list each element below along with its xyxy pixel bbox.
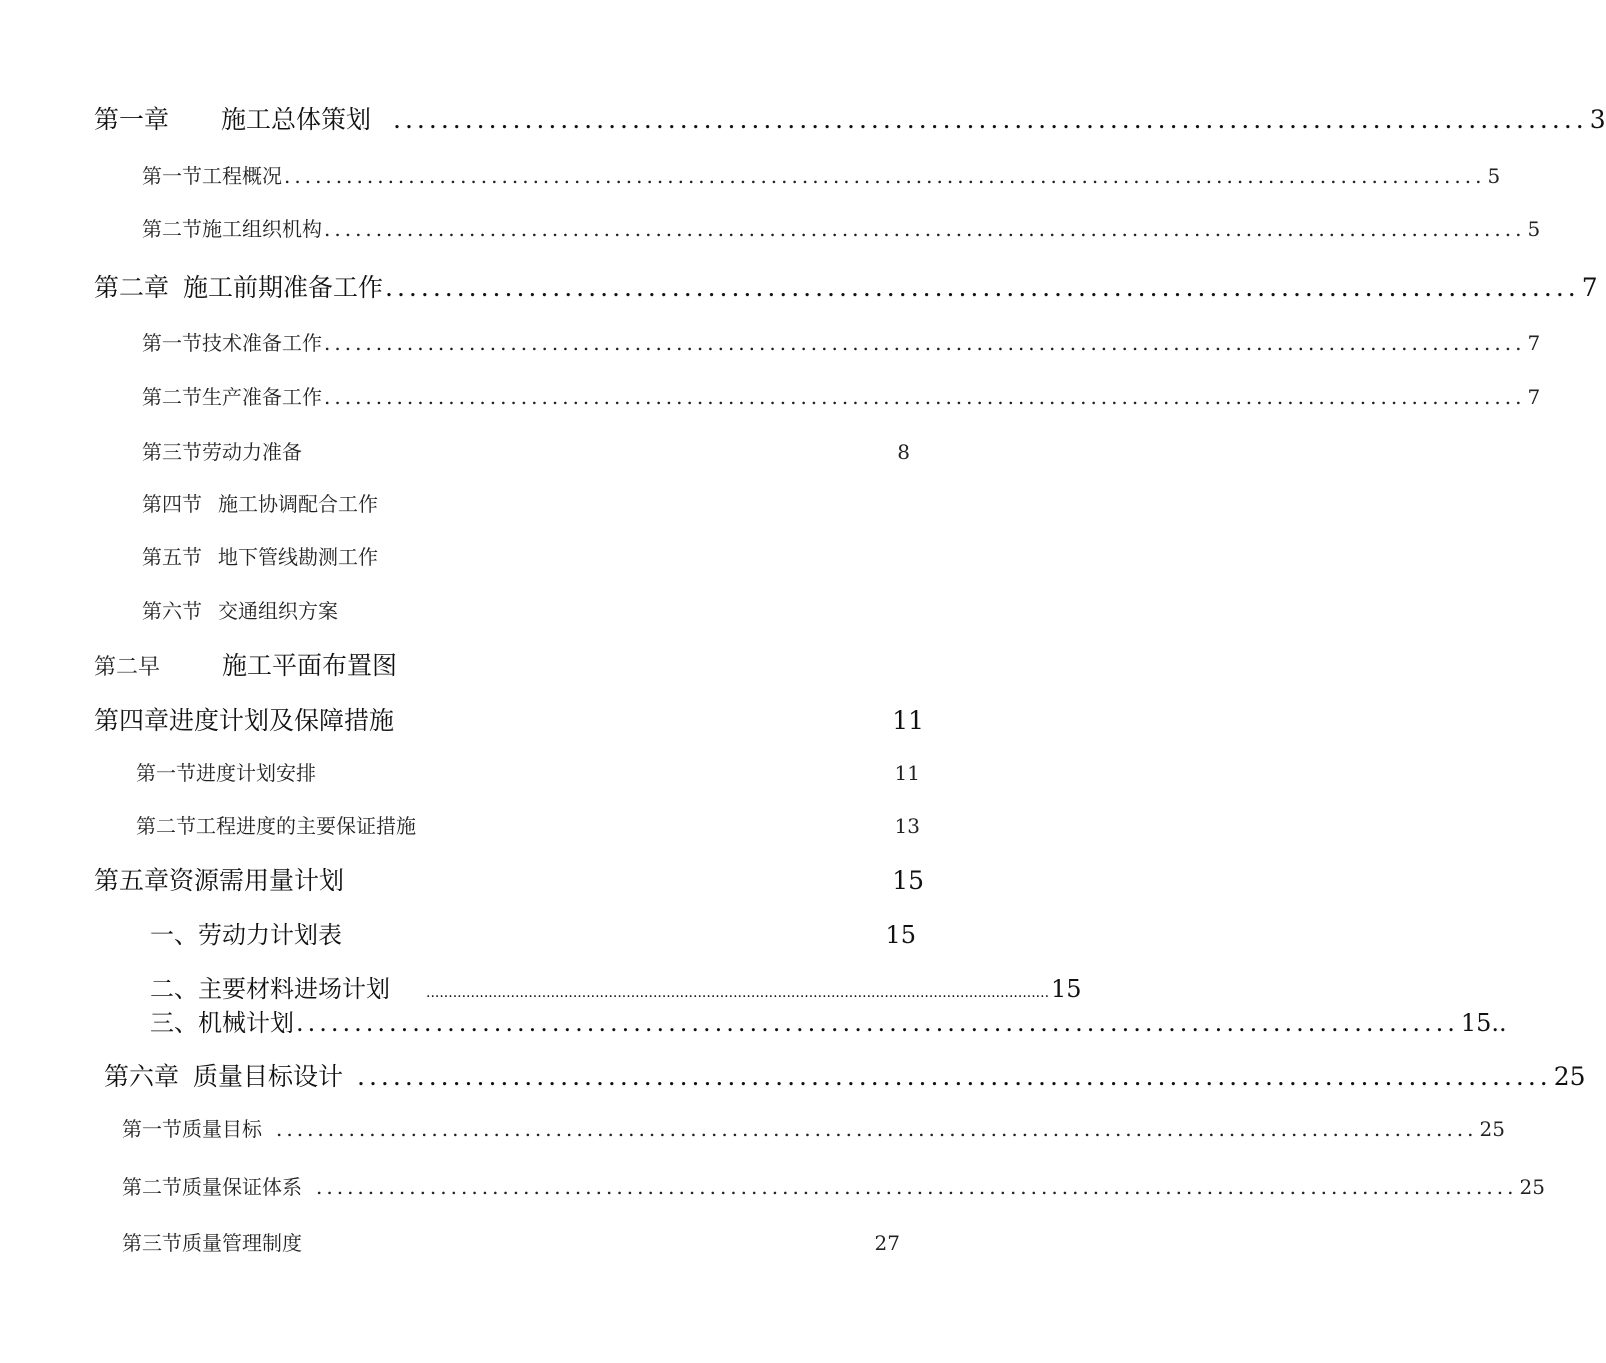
toc-entry-section[interactable] [142, 160, 1501, 189]
toc-label: 第三节劳动力准备 [142, 440, 302, 464]
toc-entry-section[interactable] [122, 1113, 1505, 1142]
toc-label: 第一章 [94, 105, 170, 134]
dot-leader: .................................................................................................... [393, 105, 1588, 134]
toc-title: 地下管线勘测工作 [218, 545, 378, 569]
toc-label: 第二节生产准备工作 [142, 385, 322, 409]
toc-page-number: 11 [894, 761, 920, 785]
toc-label: 一、劳动力计划表 [150, 921, 342, 949]
toc-page-number: 5 [1527, 217, 1541, 241]
dot-leader: ............................................................................................................................................ [426, 985, 1050, 1001]
toc-entry-chapter-6[interactable] [104, 1057, 1586, 1093]
toc-page-number: 11 [892, 706, 924, 735]
toc-label: 第二章 [94, 273, 170, 302]
toc-page-number: 7 [1527, 331, 1541, 355]
toc-label: 二、主要材料进场计划 [150, 975, 390, 1003]
toc-page-number: 5 [1487, 164, 1501, 188]
toc-page-number: 15 [885, 921, 916, 949]
toc-title: 交通组织方案 [218, 599, 338, 623]
toc-page-number: 8 [897, 440, 910, 464]
toc-title: 质量目标设计 [193, 1062, 344, 1091]
toc-label: 第六节 [142, 599, 202, 623]
toc-entry-section[interactable] [142, 488, 378, 517]
toc-page-number: 13 [894, 814, 920, 838]
toc-entry-section[interactable] [142, 327, 1541, 356]
dot-leader: .................................................................................................................... [284, 164, 1486, 188]
toc-entry-section[interactable] [136, 810, 920, 839]
dot-leader: .................................................................................................... [385, 273, 1580, 302]
toc-label: 第一节工程概况 [142, 164, 282, 188]
toc-entry-item[interactable] [150, 915, 916, 950]
toc-label: 第一节进度计划安排 [136, 761, 316, 785]
toc-label: 第六章 [104, 1062, 180, 1091]
dot-leader: .................................................................................................................... [324, 217, 1526, 241]
toc-label: 第二节工程进度的主要保证措施 [136, 814, 416, 838]
toc-page-number: 7 [1581, 273, 1598, 302]
toc-title: 施工前期准备工作 [183, 273, 384, 302]
toc-page-number: 25 [1479, 1117, 1505, 1141]
dot-leader: .................................................................................................... [296, 1009, 1459, 1037]
toc-label: 第四章进度计划及保障措施 [94, 706, 395, 735]
toc-label: 第一节质量目标 [122, 1117, 262, 1141]
toc-entry-chapter-3[interactable] [94, 646, 397, 682]
toc-page-number: 15 [892, 866, 924, 895]
dot-leader: .................................................................................................................... [324, 385, 1526, 409]
toc-title: 施工平面布置图 [222, 651, 398, 680]
toc-entry-chapter-4[interactable] [94, 701, 924, 737]
toc-label: 第一节技术准备工作 [142, 331, 322, 355]
toc-label: 第二早 [94, 655, 161, 680]
dot-leader: .................................................................................................... [357, 1062, 1552, 1091]
toc-title: 施工协调配合工作 [218, 492, 378, 516]
toc-label: 第二节施工组织机构 [142, 217, 322, 241]
toc-label: 第三节质量管理制度 [122, 1231, 302, 1255]
toc-label: 第四节 [142, 492, 202, 516]
toc-entry-section[interactable] [142, 595, 338, 624]
toc-entry-chapter-2[interactable] [94, 268, 1598, 304]
toc-entry-section[interactable] [122, 1171, 1545, 1200]
toc-page-number: 15 [1051, 975, 1082, 1003]
toc-entry-chapter-5[interactable] [94, 861, 924, 897]
toc-entry-section[interactable] [142, 213, 1541, 242]
toc-entry-section[interactable] [142, 436, 910, 465]
toc-entry-item[interactable] [150, 969, 1082, 1004]
toc-entry-item[interactable] [150, 1003, 1507, 1038]
toc-entry-section[interactable] [122, 1227, 900, 1256]
dot-leader: .................................................................................................................... [324, 331, 1526, 355]
toc-page-number: 25 [1553, 1062, 1586, 1091]
toc-label: 三、机械计划 [150, 1009, 294, 1037]
toc-page-number: 27 [874, 1231, 900, 1255]
toc-page-number: 7 [1527, 385, 1541, 409]
toc-entry-section[interactable] [142, 381, 1541, 410]
toc-page-number: 25 [1519, 1175, 1545, 1199]
toc-label: 第五章资源需用量计划 [94, 866, 345, 895]
toc-entry-chapter-1[interactable] [94, 100, 1606, 136]
toc-entry-section[interactable] [142, 541, 378, 570]
toc-label: 第五节 [142, 545, 202, 569]
dot-leader: .................................................................................................................... [316, 1175, 1518, 1199]
toc-page-number: 3 [1589, 105, 1606, 134]
toc-label: 第二节质量保证体系 [122, 1175, 302, 1199]
toc-entry-section[interactable] [136, 757, 920, 786]
dot-leader: .................................................................................................................... [276, 1117, 1478, 1141]
toc-title: 施工总体策划 [221, 105, 372, 134]
toc-page-number: 15.. [1460, 1009, 1507, 1037]
